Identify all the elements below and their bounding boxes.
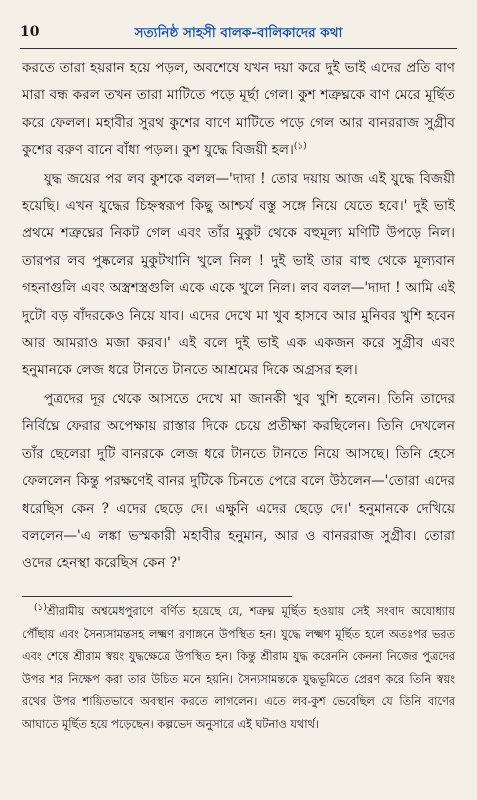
footnote-reference: (১) xyxy=(293,141,307,152)
paragraph-3: পুত্রদের দূর থেকে আসতে দেখে মা জানকী খুব খুশি হলেন। তিনি তাদের নির্বিঘ্নে ফেরার অপেক্ষায় রাস্তার দিকে চেয়ে প্রতীক্ষা করছিলেন। তিনি দেখলেন তাঁর ছেলেরা দুটি বানরকে লেজ ধরে টানতে টানতে নিয়ে আসছে। তিনি হেসে ফেললেন কিন্তু পরক্ষণেই বানর দুটিকে চিনতে পেরে বলে উঠলেন—'তোরা এদের ধরেছিস কেন ? এদের ছেড়ে দে। এক্ষুনি এদের ছেড়ে দে।' হনুমানকে দেখিয়ে বললেন—'এ লঙ্কা ভস্মকারী মহাবীর হনুমান, আর ও বানররাজ সুগ্রীব। তোরা ওদের হেনস্থা করেছিস কেন ?' xyxy=(22,390,455,572)
footnote-divider xyxy=(22,596,292,597)
footnote-marker: (১) xyxy=(34,603,47,614)
paragraph-1-text: করতে তারা হয়রান হয়ে পড়ল, অবশেষে যখন দয়া করে দুই ভাই এদের প্রতি বাণ মারা বন্ধ করল তখন তারা মাটিতে পড়ে মূর্ছা গেল। কুশ শত্রুঘ্নকে বাণ মেরে মূর্ছিত করে ফেলল। মহাবীর সুরথ কুশের বাণে মাটিতে পড়ে গেল আর বানররাজ সুগ্রীব কুশের বরুণ বানে বাঁধা পড়ল। কুশ যুদ্ধে বিজয়ী হল। xyxy=(22,60,455,159)
running-title: সত্যনিষ্ঠ সাহসী বালক-বালিকাদের কথা xyxy=(134,25,343,41)
paragraph-1 xyxy=(22,55,455,165)
footnote-text: শ্রীরামীয় অশ্বমেধপুরাণে বর্ণিত হয়েছে যে, শত্রুঘ্ন মূর্ছিত হওয়ায় সেই সংবাদ অযোধ্যায় পৌঁছায় এবং সৈন্যসামন্তসহ লক্ষ্মণ রণাঙ্গনে উপস্থিত হন। যুদ্ধে লক্ষ্মণ মূর্ছিত হলে অতঃপর ভরত এবং শেষে শ্রীরাম স্বয়ং যুদ্ধক্ষেত্রে উপস্থিত হন। কিন্তু শ্রীরাম যুদ্ধ করেননি কেননা নিজের পুত্রদের উপর শর নিক্ষেপ করা তার উচিত মনে হয়নি। সৈন্যসামন্তকে যুদ্ধভূমিতে প্রেরণ করে তিনি স্বয়ং রথের উপর শায়িতভাবে অবস্থান করতে লাগলেন। এতে লব-কুশ ভেবেছিল যে তিনি বাণের আঘাতে মূর্ছিত হয়ে পড়েছেন। কল্পভেদ অনুসারে এই ঘটনাও যথার্থ। xyxy=(22,605,455,731)
page-number: 10 xyxy=(20,24,40,40)
main-text xyxy=(22,55,455,578)
paragraph-2: যুদ্ধ জয়ের পর লব কুশকে বলল—'দাদা ! তোর দয়ায় আজ এই যুদ্ধে বিজয়ী হয়েছি। এখন যুদ্ধের চিহ্নস্বরূপ কিছু আশ্চর্য বস্তু সঙ্গে নিয়ে যেতে হবে।' দুই ভাই প্রথমে শত্রুঘ্নের নিকট গেল এবং তাঁর মুকুট থেকে বহুমূল্য মণিটি উপড়ে নিল। তারপর লব পুষ্কলের মুকুটখানি খুলে নিল ! দুই ভাই তার বাহু থেকে মূল্যবান গহনাগুলি এবং অস্ত্রশস্ত্রগুলি একে একে খুলে নিল। লব বলল—'দাদা ! আমি এই দুটো বড় বাঁদরকেও নিয়ে যাব। এদের দেখে মা খুব হাসবে আর মুনিবর খুশি হবেন আর আমরাও মজা করব।' এই বলে দুই ভাই এক একজন করে সুগ্রীব এবং হনুমানকে লেজ ধরে টানতে টানতে আশ্রমের দিকে অগ্রসর হল। xyxy=(22,170,455,379)
footnote xyxy=(22,601,455,737)
page-header xyxy=(20,20,457,49)
